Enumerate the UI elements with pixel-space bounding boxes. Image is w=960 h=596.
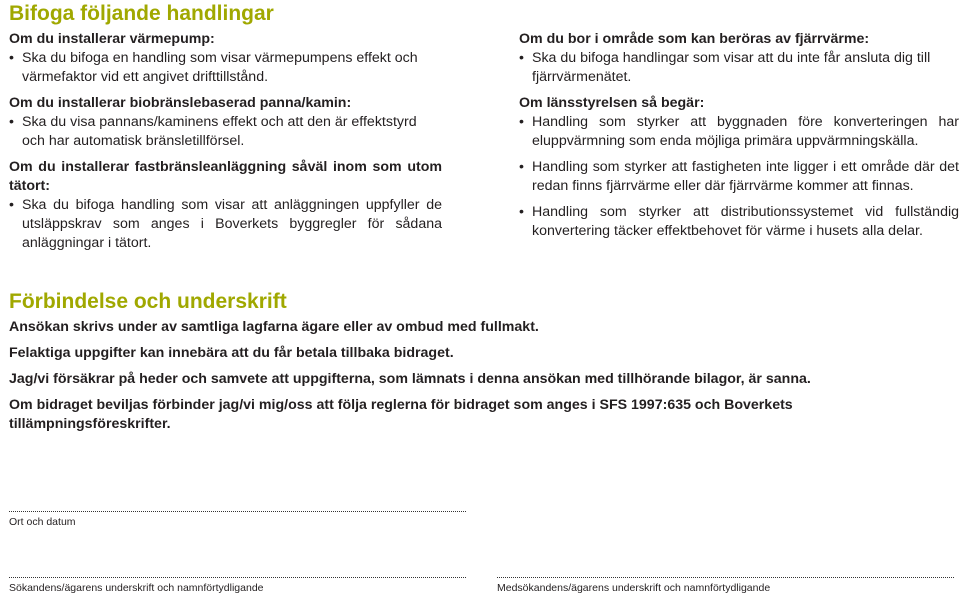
statement-commitment: Om bidraget beviljas förbinder jag/vi mig/oss att följa reglerna för bidraget som anges i SFS 1997:635 och Boverkets tillämpningsföreskrifter. xyxy=(9,397,793,432)
co-applicant-signature-caption: Medsökandens/ägarens underskrift och namnförtydligande xyxy=(497,582,771,594)
bullet-icon: • xyxy=(519,114,524,130)
biofuel-item xyxy=(9,113,442,151)
county-board-heading: Om länsstyrelsen så begär: xyxy=(519,95,705,111)
place-date-caption: Ort och datum xyxy=(9,516,76,528)
county-board-item-1 xyxy=(519,113,959,151)
attachments-right-column xyxy=(519,30,959,248)
district-heating-item-text: Ska du bifoga handlingar som visar att du inte får ansluta dig till fjärrvärmenätet. xyxy=(532,50,931,85)
statement-honesty: Jag/vi försäkrar på heder och samvete att uppgifterna, som lämnats i denna ansökan med tillhörande bilagor, är sanna. xyxy=(9,371,811,387)
biofuel-item-text: Ska du visa pannans/kaminens effekt och att den är effektstyrd och har automatisk bränsletillförsel. xyxy=(22,114,417,149)
co-applicant-signature-field[interactable] xyxy=(497,577,954,594)
district-heating-block xyxy=(519,30,959,87)
bullet-icon: • xyxy=(9,114,14,130)
biofuel-heading: Om du installerar biobränslebaserad panna/kamin: xyxy=(9,95,352,111)
place-date-line xyxy=(9,511,466,512)
heatpump-item xyxy=(9,49,442,87)
county-board-item-text: Handling som styrker att fastigheten inte ligger i ett område där det redan finns fjärrvärme eller där fjärrvärme kommer att finnas. xyxy=(532,159,959,194)
solidfuel-item xyxy=(9,196,442,253)
section-title-signature: Förbindelse och underskrift xyxy=(9,290,287,313)
bullet-icon: • xyxy=(519,159,524,175)
solidfuel-item-text: Ska du bifoga handling som visar att anläggningen uppfyller de utsläppskrav som anges i Boverkets byggregler för sådana anläggningar i tätort. xyxy=(22,197,442,251)
applicant-signature-field[interactable] xyxy=(9,577,466,594)
applicant-signature-caption: Sökandens/ägarens underskrift och namnförtydligande xyxy=(9,582,264,594)
solidfuel-heading: Om du installerar fastbränsleanläggning såväl inom som utom tätort: xyxy=(9,159,442,194)
bullet-icon: • xyxy=(9,50,14,66)
bullet-icon: • xyxy=(9,197,14,213)
solidfuel-block xyxy=(9,158,442,253)
statements-list xyxy=(9,318,954,441)
bullet-icon: • xyxy=(519,204,524,220)
heatpump-block xyxy=(9,30,442,87)
attachments-left-column xyxy=(9,30,442,260)
bullet-icon: • xyxy=(519,50,524,66)
co-applicant-signature-line xyxy=(497,577,954,578)
district-heating-item xyxy=(519,49,959,87)
county-board-item-text: Handling som styrker att distributionssystemet vid fullständig konvertering täcker effektbehovet för värme i husets alla delar. xyxy=(532,204,959,239)
statement-signers: Ansökan skrivs under av samtliga lagfarna ägare eller av ombud med fullmakt. xyxy=(9,319,539,335)
statement-incorrect-info: Felaktiga uppgifter kan innebära att du får betala tillbaka bidraget. xyxy=(9,345,454,361)
place-date-field[interactable] xyxy=(9,511,466,528)
biofuel-block xyxy=(9,94,442,151)
county-board-item-3 xyxy=(519,203,959,241)
heatpump-item-text: Ska du bifoga en handling som visar värmepumpens effekt och värmefaktor vid ett angivet drifttillstånd. xyxy=(22,50,418,85)
district-heating-heading: Om du bor i område som kan beröras av fjärrvärme: xyxy=(519,31,870,47)
section-title-attachments: Bifoga följande handlingar xyxy=(9,2,274,25)
county-board-item-text: Handling som styrker att byggnaden före konverteringen har eluppvärmning som enda möjliga primära uppvärmningskälla. xyxy=(532,114,959,149)
county-board-block xyxy=(519,94,959,241)
county-board-item-2 xyxy=(519,158,959,196)
applicant-signature-line xyxy=(9,577,466,578)
heatpump-heading: Om du installerar värmepump: xyxy=(9,31,215,47)
